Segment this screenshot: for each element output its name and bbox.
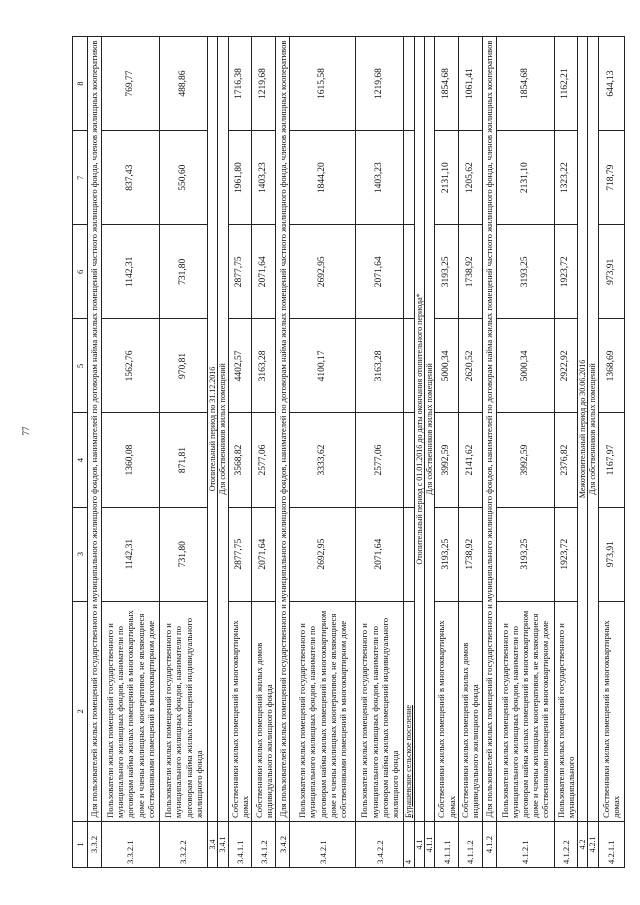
table-row xyxy=(554,37,577,868)
row-code: 3.4 xyxy=(208,821,218,867)
header-cell: 2 xyxy=(73,601,88,821)
value-cell: 871,81 xyxy=(160,413,208,507)
row-code: 4.2.1 xyxy=(588,821,598,867)
value-cell: 1323,22 xyxy=(554,131,577,225)
value-cell: 1403,23 xyxy=(252,131,276,225)
value-cell: 1961,80 xyxy=(228,131,251,225)
table-row xyxy=(160,37,208,868)
value-cell: 973,91 xyxy=(598,507,624,601)
value-cell: 1142,31 xyxy=(102,225,160,319)
row-code: 4.1.1.1 xyxy=(435,821,458,867)
value-cell: 2071,64 xyxy=(356,507,404,601)
value-cell: 1162,21 xyxy=(554,37,577,131)
empty-cell xyxy=(404,225,414,319)
tariff-table-container xyxy=(72,36,622,868)
section-heading: Для пользователей жилых помещений государственного и муниципального жилищного фондов, нанимателей по договорам найма жилых помещений частного жилищного фонда, членов жилищных кооперативов xyxy=(88,37,102,822)
header-row xyxy=(73,37,88,868)
header-cell: 1 xyxy=(73,821,88,867)
section-heading: Отопительный период по 31.12.2016 xyxy=(208,37,218,822)
row-description: Собственники жилых помещений жилых домов индивидуального жилищного фонда xyxy=(458,601,482,821)
value-cell: 1615,58 xyxy=(290,37,356,131)
table-row xyxy=(228,37,251,868)
row-code: 4.2.1.1 xyxy=(598,821,624,867)
value-cell: 3193,25 xyxy=(496,507,554,601)
value-cell: 550,60 xyxy=(160,131,208,225)
value-cell: 5000,34 xyxy=(496,319,554,413)
value-cell: 2577,06 xyxy=(252,413,276,507)
row-description: Собственники жилых помещений в многоквартирных домах xyxy=(598,601,624,821)
table-row xyxy=(578,37,588,868)
empty-cell xyxy=(404,131,414,225)
value-cell: 1716,38 xyxy=(228,37,251,131)
value-cell: 2131,10 xyxy=(496,131,554,225)
value-cell: 1403,23 xyxy=(356,131,404,225)
value-cell: 1219,68 xyxy=(252,37,276,131)
table-row xyxy=(598,37,624,868)
row-code: 3.3.2.1 xyxy=(102,821,160,867)
value-cell: 3333,62 xyxy=(290,413,356,507)
section-heading: Межотопительный период до 30.06.2016 xyxy=(578,37,588,822)
value-cell: 1360,08 xyxy=(102,413,160,507)
value-cell: 769,77 xyxy=(102,37,160,131)
row-description: Пользователи жилых помещений государственного и муниципального жилищных фондов, наниматели по договорам найма жилых помещений индивидуального жилищного фонда xyxy=(160,601,208,821)
row-description: Пользователи жилых помещений государственного и муниципального жилищных фондов, наниматели по договорам найма жилых помещений в многоквартирном доме и члены жилищных кооперативов, не являющиеся собственниками помещений в многоквартирном доме xyxy=(496,601,554,821)
value-cell: 1923,72 xyxy=(554,225,577,319)
row-code: 4.1 xyxy=(414,821,424,867)
row-code: 3.4.1 xyxy=(218,821,228,867)
row-code: 3.4.1.1 xyxy=(228,821,251,867)
header-cell: 4 xyxy=(73,413,88,507)
value-cell: 731,80 xyxy=(160,225,208,319)
empty-cell xyxy=(404,507,414,601)
empty-cell xyxy=(404,413,414,507)
row-code: 4.1.2 xyxy=(482,821,496,867)
table-row xyxy=(218,37,228,868)
value-cell: 2620,52 xyxy=(458,319,482,413)
value-cell: 837,43 xyxy=(102,131,160,225)
row-code: 3.4.1.2 xyxy=(252,821,276,867)
table-row xyxy=(425,37,435,868)
value-cell: 970,81 xyxy=(160,319,208,413)
value-cell: 3992,59 xyxy=(435,413,458,507)
value-cell: 1368,69 xyxy=(598,319,624,413)
row-code: 3.4.2 xyxy=(276,821,290,867)
empty-cell xyxy=(404,37,414,131)
value-cell: 644,13 xyxy=(598,37,624,131)
value-cell: 1061,41 xyxy=(458,37,482,131)
row-description: Пользователи жилых помещений государственного и муниципального жилищных фондов, наниматели по договорам найма жилых помещений в многоквартирных доме и члены жилищных кооперативов, не являющиеся собственниками помещений в многоквартирном доме xyxy=(102,601,160,821)
value-cell: 3992,59 xyxy=(496,413,554,507)
header-cell: 7 xyxy=(73,131,88,225)
value-cell: 1738,92 xyxy=(458,507,482,601)
section-heading: Для собственников жилых помещений xyxy=(218,37,228,822)
value-cell: 488,86 xyxy=(160,37,208,131)
empty-cell xyxy=(404,319,414,413)
table-row xyxy=(588,37,598,868)
value-cell: 2141,62 xyxy=(458,413,482,507)
tariff-table xyxy=(72,36,625,868)
table-row xyxy=(102,37,160,868)
row-description: Собственники жилых помещений жилых домов индивидуального жилищного фонда xyxy=(252,601,276,821)
value-cell: 1167,97 xyxy=(598,413,624,507)
value-cell: 1738,92 xyxy=(458,225,482,319)
value-cell: 2071,64 xyxy=(252,225,276,319)
value-cell: 5000,34 xyxy=(435,319,458,413)
table-row xyxy=(482,37,496,868)
section-heading: Отопительный период с 01.01.2016 до даты окончания отопительного периода* xyxy=(414,37,424,822)
row-code: 4.1.2.1 xyxy=(496,821,554,867)
value-cell: 1923,72 xyxy=(554,507,577,601)
section-heading: Для собственников жилых помещений xyxy=(425,37,435,822)
table-row xyxy=(252,37,276,868)
value-cell: 4100,17 xyxy=(290,319,356,413)
table-row xyxy=(356,37,404,868)
table-row xyxy=(88,37,102,868)
section-heading: Для пользователей жилых помещений государственного и муниципального жилищного фондов, нанимателей по договорам найма жилых помещений частного жилищного фонда, членов жилищных кооперативов xyxy=(276,37,290,822)
table-row xyxy=(414,37,424,868)
value-cell: 1854,68 xyxy=(496,37,554,131)
value-cell: 2922,92 xyxy=(554,319,577,413)
value-cell: 718,79 xyxy=(598,131,624,225)
page-number: 77 xyxy=(21,426,31,436)
value-cell: 3568,82 xyxy=(228,413,251,507)
value-cell: 3163,28 xyxy=(252,319,276,413)
value-cell: 2131,10 xyxy=(435,131,458,225)
value-cell: 1142,31 xyxy=(102,507,160,601)
value-cell: 3193,25 xyxy=(435,507,458,601)
value-cell: 2877,75 xyxy=(228,507,251,601)
row-code: 4 xyxy=(404,821,414,867)
row-description: Собственники жилых помещений в многоквартирных домах xyxy=(228,601,251,821)
row-description: Пользователи жилых помещений государственного и муниципального жилищных фондов, наниматели по договорам найма жилых помещений в многоквартирном доме и члены жилищных кооперативов, не являющиеся собственниками помещений в многоквартирном доме xyxy=(290,601,356,821)
header-cell: 3 xyxy=(73,507,88,601)
value-cell: 2071,64 xyxy=(252,507,276,601)
settlement-heading: Бурашевское сельское поселение xyxy=(404,601,414,821)
table-row xyxy=(276,37,290,868)
table-body xyxy=(88,37,625,868)
table-row xyxy=(458,37,482,868)
row-code: 3.4.2.1 xyxy=(290,821,356,867)
value-cell: 1854,68 xyxy=(435,37,458,131)
row-code: 3.4.2.2 xyxy=(356,821,404,867)
value-cell: 1844,20 xyxy=(290,131,356,225)
table-row xyxy=(208,37,218,868)
table-row xyxy=(404,37,414,868)
value-cell: 3193,25 xyxy=(496,225,554,319)
header-cell: 5 xyxy=(73,319,88,413)
value-cell: 2577,06 xyxy=(356,413,404,507)
value-cell: 2877,75 xyxy=(228,225,251,319)
table-row xyxy=(435,37,458,868)
header-cell: 6 xyxy=(73,225,88,319)
value-cell: 973,91 xyxy=(598,225,624,319)
value-cell: 1562,76 xyxy=(102,319,160,413)
value-cell: 3193,25 xyxy=(435,225,458,319)
value-cell: 2692,95 xyxy=(290,225,356,319)
value-cell: 4402,57 xyxy=(228,319,251,413)
section-heading: Для пользователей жилых помещений государственного и муниципального жилищного фондов, нанимателей по договорам найма жилых помещений частного жилищного фонда, членов жилищных кооперативов xyxy=(482,37,496,822)
row-code: 3.3.2 xyxy=(88,821,102,867)
value-cell: 1219,68 xyxy=(356,37,404,131)
table-row xyxy=(496,37,554,868)
row-description: Собственники жилых помещений в многоквартирных домах xyxy=(435,601,458,821)
row-code: 4.1.1.2 xyxy=(458,821,482,867)
value-cell: 1205,62 xyxy=(458,131,482,225)
header-cell: 8 xyxy=(73,37,88,131)
row-code: 3.3.2.2 xyxy=(160,821,208,867)
value-cell: 731,80 xyxy=(160,507,208,601)
value-cell: 2692,95 xyxy=(290,507,356,601)
row-code: 4.1.2.2 xyxy=(554,821,577,867)
section-heading: Для собственников жилых помещений xyxy=(588,37,598,822)
row-code: 4.2 xyxy=(578,821,588,867)
row-description: Пользователи жилых помещений государственного и муниципального xyxy=(554,601,577,821)
table-row xyxy=(290,37,356,868)
row-code: 4.1.1 xyxy=(425,821,435,867)
value-cell: 3163,28 xyxy=(356,319,404,413)
value-cell: 2071,64 xyxy=(356,225,404,319)
row-description: Пользователи жилых помещений государственного и муниципального жилищных фондов, наниматели по договорам найма жилых помещений индивидуального жилищного фонда xyxy=(356,601,404,821)
value-cell: 2376,82 xyxy=(554,413,577,507)
